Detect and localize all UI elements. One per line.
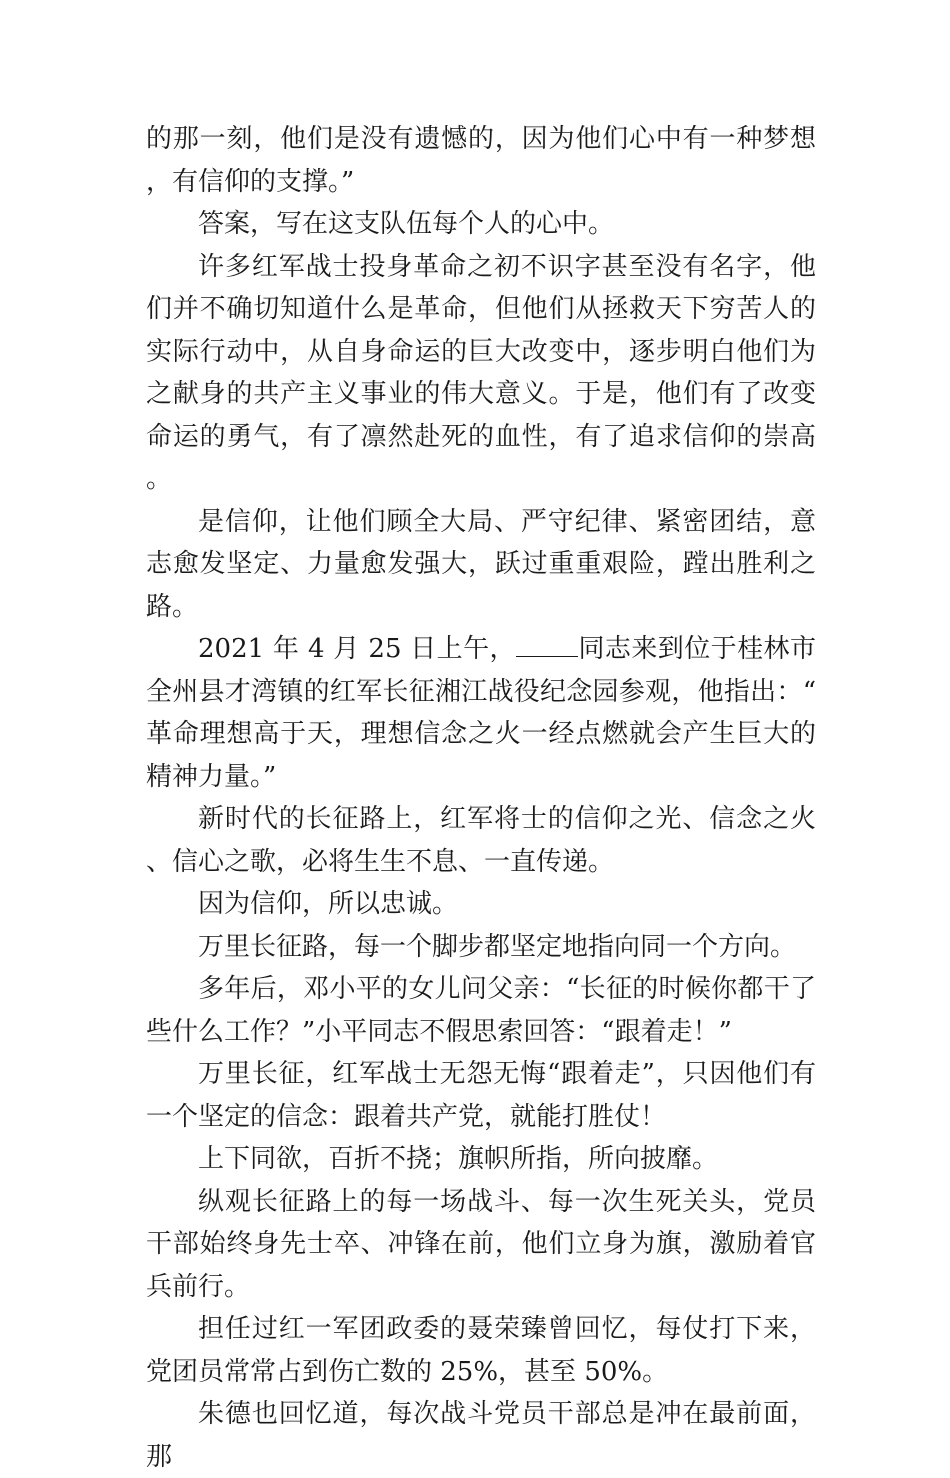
paragraph-7: 因为信仰，所以忠诚。 bbox=[198, 889, 459, 919]
paragraph-10: 万里长征，红军战士无怨无悔“跟着走”，只因他们有一个坚定的信念：跟着共产党，就能打胜仗！ bbox=[146, 1059, 816, 1132]
fill-in-blank bbox=[516, 636, 578, 657]
paragraph-1: 的那一刻，他们是没有遗憾的，因为他们心中有一种梦想，有信仰的支撑。” bbox=[146, 124, 816, 197]
paragraph-3: 许多红军战士投身革命之初不识字甚至没有名字，他们并不确切知道什么是革命，但他们从拯救天下穷苦人的实际行动中，从自身命运的巨大改变中，逐步明白他们为之献身的共产主义事业的伟大意义。于是，他们有了改变命运的勇气，有了凛然赴死的血性，有了追求信仰的崇高。 bbox=[146, 251, 816, 494]
body-text bbox=[146, 118, 816, 1478]
paragraph-5-date: 2021 年 4 月 25 日上午， bbox=[198, 634, 516, 664]
paragraph-14: 朱德也回忆道，每次战斗党员干部总是冲在最前面，那 bbox=[146, 1399, 816, 1472]
paragraph-6: 新时代的长征路上，红军将士的信仰之光、信念之火、信心之歌，必将生生不息、一直传递。 bbox=[146, 804, 816, 877]
paragraph-8: 万里长征路，每一个脚步都坚定地指向同一个方向。 bbox=[198, 931, 797, 962]
paragraph-11: 上下同欲，百折不挠；旗帜所指，所向披靡。 bbox=[198, 1144, 719, 1174]
paragraph-4: 是信仰，让他们顾全大局、严守纪律、紧密团结，意志愈发坚定、力量愈发强大，跃过重重艰险，蹚出胜利之路。 bbox=[146, 506, 816, 622]
paragraph-13: 担任过红一军团政委的聂荣臻曾回忆，每仗打下来，党团员常常占到伤亡数的 25%，甚至 50%。 bbox=[146, 1314, 816, 1387]
paragraph-12: 纵观长征路上的每一场战斗、每一次生死关头，党员干部始终身先士卒、冲锋在前，他们立身为旗，激励着官兵前行。 bbox=[146, 1186, 816, 1302]
paragraph-5-rest: 同志来到位于桂林市全州县才湾镇的红军长征湘江战役纪念园参观，他指出：“革命理想高于天，理想信念之火一经点燃就会产生巨大的精神力量。” bbox=[146, 634, 816, 792]
paragraph-5 bbox=[146, 628, 816, 798]
paragraph-2: 答案，写在这支队伍每个人的心中。 bbox=[198, 209, 615, 239]
paragraph-9: 多年后，邓小平的女儿问父亲：“长征的时候你都干了些什么工作？”小平同志不假思索回答：“跟着走！” bbox=[146, 974, 816, 1047]
